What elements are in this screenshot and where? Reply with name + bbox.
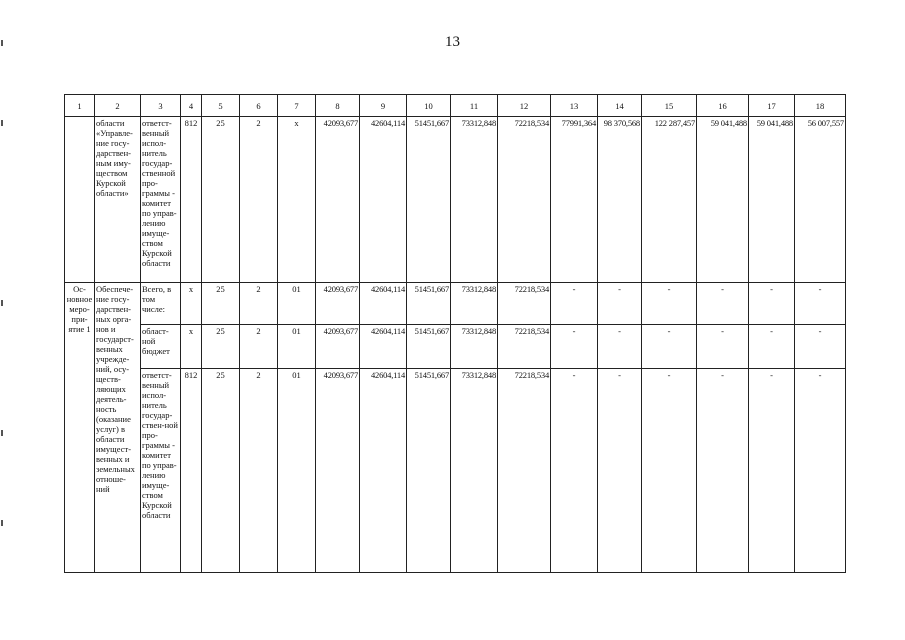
header-row	[65, 95, 846, 117]
pr-cell: 2	[240, 369, 278, 573]
rz-cell: 25	[202, 369, 240, 573]
amount-cell: 42604,114	[360, 369, 407, 573]
amount-cell: -	[795, 283, 846, 325]
header-cell: 10	[407, 95, 451, 117]
header-cell: 2	[95, 95, 141, 117]
header-cell: 14	[598, 95, 642, 117]
source-cell: Всего, в том числе:	[141, 283, 181, 325]
csr-cell: x	[278, 117, 316, 283]
amount-cell: 42093,677	[316, 283, 360, 325]
amount-cell: 42093,677	[316, 325, 360, 369]
amount-cell: -	[551, 369, 598, 573]
event-name-cell: Обеспече-ние госу-дарствен-ных орга-нов и государст-венных учрежде-ний, осу-ществ-ляющих деятель-ность (оказание услуг) в области имущест-венных и земельных отноше-ний	[95, 283, 141, 573]
amount-cell: -	[697, 283, 749, 325]
rz-cell: 25	[202, 117, 240, 283]
rz-cell: 25	[202, 283, 240, 325]
amount-cell: 59 041,488	[749, 117, 795, 283]
amount-cell: -	[749, 325, 795, 369]
amount-cell: -	[697, 369, 749, 573]
source-cell: ответст-венный испол-нитель государ-ствен-ной про-граммы - комитет по управ-лению имуще-ством Курской области	[141, 369, 181, 573]
header-cell: 18	[795, 95, 846, 117]
header-cell: 9	[360, 95, 407, 117]
amount-cell: 77991,364	[551, 117, 598, 283]
table-row-program	[65, 117, 846, 283]
amount-cell: 73312,848	[451, 117, 498, 283]
amount-cell: -	[551, 325, 598, 369]
amount-cell: -	[598, 369, 642, 573]
amount-cell: -	[749, 283, 795, 325]
csr-cell: 01	[278, 369, 316, 573]
header-cell: 16	[697, 95, 749, 117]
amount-cell: -	[642, 325, 697, 369]
grbs-cell: 812	[181, 369, 202, 573]
amount-cell: 51451,667	[407, 369, 451, 573]
amount-cell: 56 007,557	[795, 117, 846, 283]
table-row-executor	[65, 369, 846, 573]
amount-cell: 51451,667	[407, 325, 451, 369]
amount-cell: 72218,534	[498, 283, 551, 325]
amount-cell: -	[749, 369, 795, 573]
budget-table	[64, 94, 846, 573]
amount-cell: 42604,114	[360, 325, 407, 369]
amount-cell: 72218,534	[498, 369, 551, 573]
page-number: 13	[445, 34, 460, 50]
csr-cell: 01	[278, 325, 316, 369]
rz-cell: 25	[202, 325, 240, 369]
amount-cell: 98 370,568	[598, 117, 642, 283]
amount-cell: 42604,114	[360, 117, 407, 283]
amount-cell: 59 041,488	[697, 117, 749, 283]
amount-cell: 42604,114	[360, 283, 407, 325]
pr-cell: 2	[240, 117, 278, 283]
pr-cell: 2	[240, 283, 278, 325]
amount-cell: -	[551, 283, 598, 325]
header-cell: 5	[202, 95, 240, 117]
amount-cell: 122 287,457	[642, 117, 697, 283]
header-cell: 12	[498, 95, 551, 117]
cell-empty	[65, 117, 95, 283]
scan-edge-marks	[0, 0, 4, 640]
source-cell: област-ной бюджет	[141, 325, 181, 369]
program-name-cell: области «Управле-ние госу-дарствен-ным иму-ществом Курской области»	[95, 117, 141, 283]
header-cell: 13	[551, 95, 598, 117]
amount-cell: -	[795, 325, 846, 369]
amount-cell: 72218,534	[498, 117, 551, 283]
amount-cell: -	[598, 283, 642, 325]
header-cell: 8	[316, 95, 360, 117]
amount-cell: 51451,667	[407, 283, 451, 325]
amount-cell: 72218,534	[498, 325, 551, 369]
header-cell: 7	[278, 95, 316, 117]
amount-cell: 42093,677	[316, 117, 360, 283]
header-cell: 4	[181, 95, 202, 117]
executor-cell: ответст-венный испол-нитель государ-ственной про-граммы - комитет по управ-лению имуще-ством Курской области	[141, 117, 181, 283]
amount-cell: -	[795, 369, 846, 573]
table-row-total	[65, 283, 846, 325]
header-cell: 1	[65, 95, 95, 117]
header-cell: 15	[642, 95, 697, 117]
header-cell: 17	[749, 95, 795, 117]
csr-cell: 01	[278, 283, 316, 325]
amount-cell: -	[697, 325, 749, 369]
amount-cell: -	[598, 325, 642, 369]
amount-cell: -	[642, 369, 697, 573]
amount-cell: 73312,848	[451, 369, 498, 573]
pr-cell: 2	[240, 325, 278, 369]
amount-cell: -	[642, 283, 697, 325]
header-cell: 11	[451, 95, 498, 117]
event-number-cell: Ос-новное меро-при-ятие 1	[65, 283, 95, 573]
amount-cell: 42093,677	[316, 369, 360, 573]
table-row-regional-budget	[65, 325, 846, 369]
grbs-cell: x	[181, 283, 202, 325]
amount-cell: 51451,667	[407, 117, 451, 283]
header-cell: 3	[141, 95, 181, 117]
grbs-cell: 812	[181, 117, 202, 283]
amount-cell: 73312,848	[451, 283, 498, 325]
header-cell: 6	[240, 95, 278, 117]
grbs-cell: x	[181, 325, 202, 369]
amount-cell: 73312,848	[451, 325, 498, 369]
